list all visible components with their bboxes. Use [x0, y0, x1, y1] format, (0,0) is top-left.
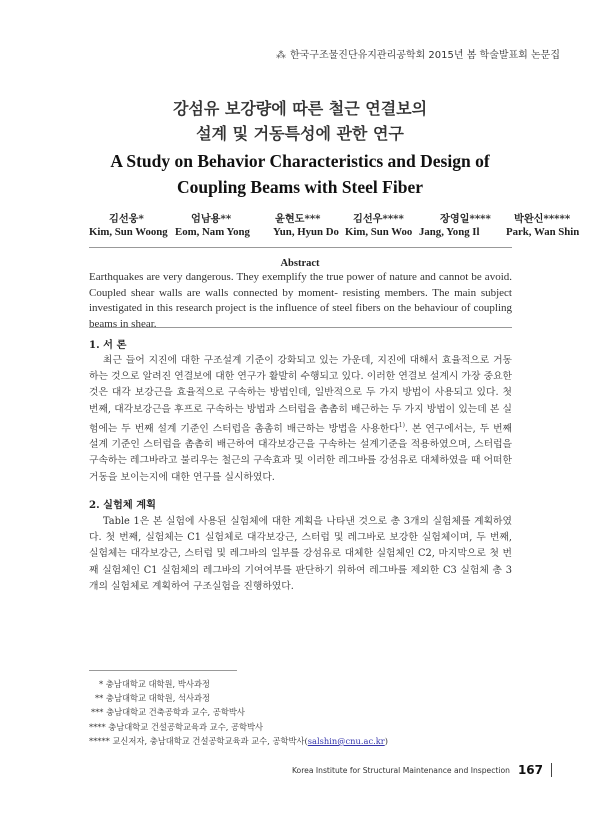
footnote-divider	[89, 670, 237, 671]
corresponding-email-link[interactable]: salshin@cnu.ac.kr	[307, 735, 385, 746]
footnote-3: *** 충남대학교 건축공학과 교수, 공학박사	[91, 707, 245, 718]
author-en-1: Kim, Sun Woong	[89, 226, 168, 238]
page-number: 167	[517, 763, 543, 777]
reference-marker: 1)	[398, 421, 405, 429]
footnote-4: **** 충남대학교 건설공학교육과 교수, 공학박사	[89, 721, 264, 732]
footnote-5-text: ***** 교신저자, 충남대학교 건설공학교육과 교수, 공학박사(	[89, 735, 308, 746]
section-2-body: Table 1은 본 실험에 사용된 실험체에 대한 계획을 나타낸 것으로 총 3개의 실험체를 계획하였다. 첫 번째, 실험체는 C1 실험체로 대각보강근, 스터럽 및 레그바로 보강한 실험체이며, 두 번째, 실험체는 대각보강근, 스터럽 및 레그바의 일부를 강섬유로 대체한 실험체인 C2, 마지막으로 첫 번째 실험체인 C1 실험체의 레그바의 기여여부를 판단하기 위하여 레그바를 제외한 C3 실험체 총 3개의 실험체로 계획하여 구조실험을 진행하였다.	[89, 516, 512, 592]
abstract-heading: Abstract	[280, 258, 320, 269]
footnotes	[89, 677, 509, 748]
footnote-5	[89, 734, 509, 748]
conference-header	[276, 46, 560, 61]
author-en-2: Eom, Nam Yong	[175, 226, 250, 238]
section-1-body	[89, 353, 512, 486]
footer-organization: Korea Institute for Structural Maintenance and Inspection	[291, 765, 510, 775]
author-en-3: Yun, Hyun Do	[273, 226, 339, 238]
korean-title-line-2: 설계 및 거동특성에 관한 연구	[196, 124, 404, 143]
footnote-1: * 충남대학교 대학원, 박사과정	[99, 679, 210, 689]
footnote-2: ** 충남대학교 대학원, 석사과정	[95, 693, 211, 704]
section-1-text: 최근 들어 지진에 대한 구조설계 기준이 강화되고 있는 가운데, 지진에 대해서 효율적으로 거동하는 것으로 알려진 연결보에 대한 연구가 활발히 수행되고 있다. 이러한 연결보 설계시 가장 중요한 것은 대각 보강근을 효율적으로 구속하는 방법인데, 일반적으로 두 가지 방법이 사용되고 있다. 첫 번째, 대각보강근을 후프로 구속하는 방법과 스터럽을 촘촘히 배근하는 두 가지 방법이 있는데 본 실험에는 두 번째 설계 기준인 스터럽을 촘촘히 배근하는 방법을 사용한다	[89, 355, 512, 435]
section-1-heading: 1. 서 론	[89, 339, 127, 351]
author-ko-5: 장영일****	[440, 213, 491, 225]
author-ko-2: 엄남용**	[191, 213, 232, 225]
abstract-divider	[89, 327, 512, 328]
korean-author-list	[89, 210, 571, 225]
footer-bar	[551, 763, 552, 777]
korean-title-line-1: 강섬유 보강량에 따른 철근 연결보의	[172, 99, 428, 118]
section-2-heading: 2. 실험체 계획	[89, 499, 156, 511]
footnote-5-close: )	[384, 735, 388, 746]
conference-header-text: 한국구조물진단유지관리공학회 2015년 봄 학술발표회 논문집	[289, 50, 560, 61]
author-ko-3: 윤현도***	[275, 213, 321, 225]
stacked-dots-icon: ⁂	[275, 50, 286, 61]
author-en-5: Jang, Yong Il	[419, 226, 480, 238]
abstract-body: Earthquakes are very dangerous. They exemplify the true power of nature and cannot be avoid. Coupled shear walls are walls connected by moment- resisting members. The main subject investigated in this research project is the influence of steel fibers on the behaviour of coupling beams in shear.	[89, 271, 512, 331]
author-ko-1: 김선웅*	[109, 213, 144, 225]
author-en-4: Kim, Sun Woo	[345, 226, 413, 238]
english-author-list	[89, 226, 580, 240]
section-1-text-continued: . 본 연구에서는, 두 번째 설계 기준인 스터럽을 촘촘히 배근하여 대각보강근을 구속하는 설계기준을 적용하였으며, 스터럽을 구속하는 레그바라고 불리우는 철근의 구속효과 및 이러한 레그바를 강섬유로 대체하였을 때 어떠한 거동을 보이는지에 대한 연구를 실시하였다.	[89, 423, 513, 483]
english-title-line-1: A Study on Behavior Characteristics and Design of	[110, 151, 490, 171]
author-divider	[89, 247, 512, 248]
english-title-line-2: Coupling Beams with Steel Fiber	[177, 177, 423, 197]
author-en-6: Park, Wan Shin	[506, 226, 580, 238]
author-ko-4: 김선우****	[353, 213, 404, 225]
page-footer	[292, 763, 552, 777]
author-ko-6: 박완신*****	[514, 213, 571, 225]
